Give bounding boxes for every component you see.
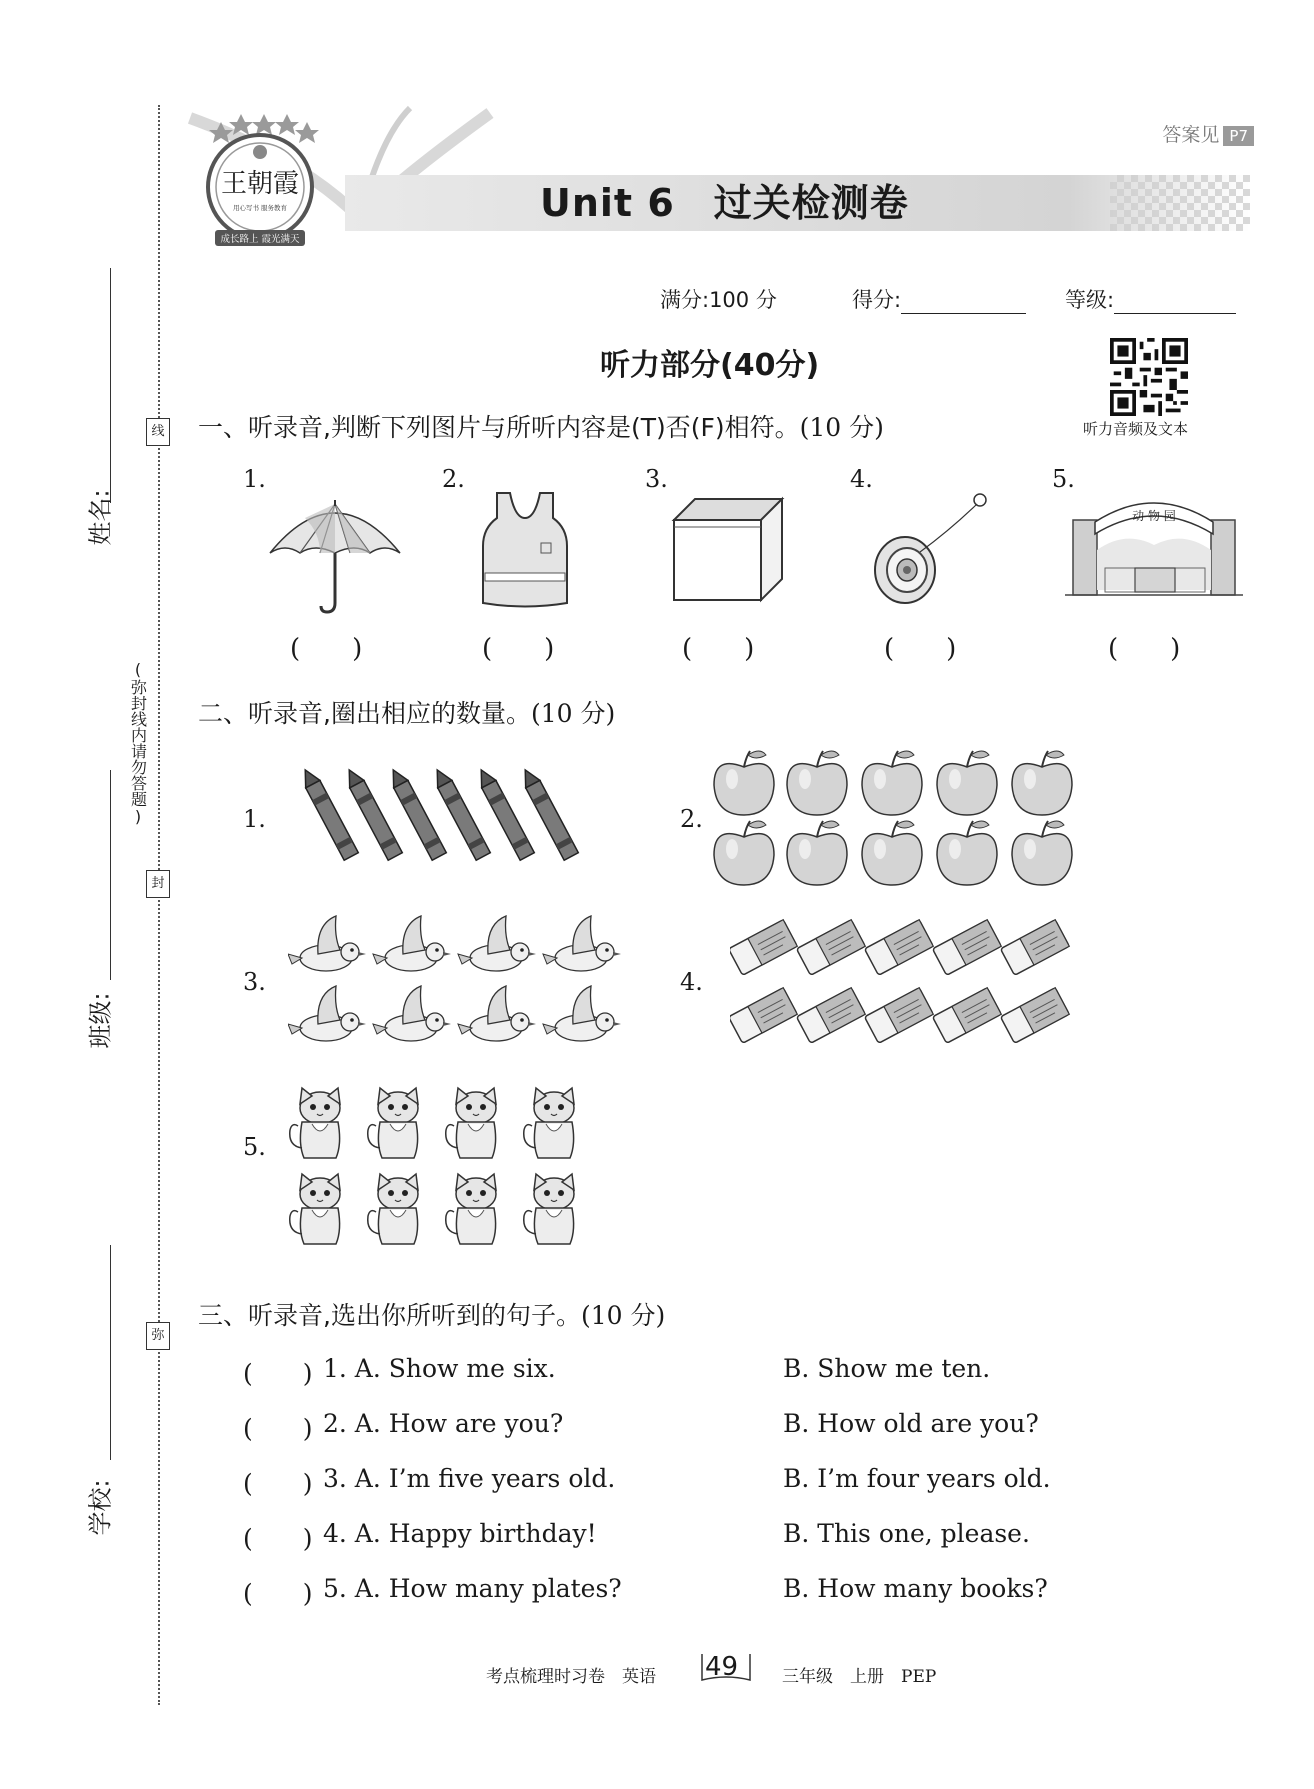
apple-icon [714, 751, 774, 815]
bird-icon [543, 986, 621, 1041]
footer-book-icon [700, 1650, 752, 1684]
s3-option-b-1: B. Show me ten. [783, 1354, 991, 1383]
bird-icon [288, 986, 366, 1041]
s1-item-4-number: 4. [850, 465, 873, 493]
school-underline [110, 1245, 111, 1460]
zoo-gate-icon [1065, 490, 1243, 608]
s1-answer-4[interactable]: ( ) [884, 634, 957, 664]
binding-dotted-line [158, 105, 160, 1705]
s3-option-a-5: 5. A. How many plates? [323, 1574, 622, 1603]
binding-warning-text: (弥封线内请勿答题) [128, 660, 148, 826]
cut-secret-marker: 弥 [146, 1322, 170, 1350]
answer-reference [1162, 120, 1254, 147]
eraser-icon [864, 920, 933, 976]
title-checker-pattern [1110, 175, 1250, 231]
box-icon [670, 495, 785, 605]
section3-heading [198, 1296, 665, 1332]
section1-points: (10 分) [799, 413, 884, 442]
bird-icon [458, 916, 536, 971]
s3-option-b-5: B. How many books? [783, 1574, 1048, 1603]
qr-code-icon[interactable] [1110, 338, 1188, 416]
s3-answer-1[interactable]: ( ) [243, 1359, 313, 1388]
s2-item-1-number: 1. [243, 805, 266, 833]
eraser-icon [796, 988, 865, 1044]
section1-heading [198, 408, 884, 444]
s3-answer-4[interactable]: ( ) [243, 1524, 313, 1553]
s1-answer-3[interactable]: ( ) [682, 634, 755, 664]
s3-option-b-3: B. I’m four years old. [783, 1464, 1051, 1493]
answer-ref-label: 答案见 [1162, 124, 1220, 146]
bird-icon [458, 986, 536, 1041]
eraser-icon [1000, 920, 1069, 976]
vest-icon [475, 488, 575, 613]
footer-grade: 三年级 上册 PEP [782, 1667, 937, 1687]
s3-option-a-2: 2. A. How are you? [323, 1409, 564, 1438]
class-label: 班级: [86, 992, 115, 1049]
cat-icon [368, 1174, 418, 1244]
eraser-group [730, 915, 1075, 1055]
s3-option-b-2: B. How old are you? [783, 1409, 1039, 1438]
eraser-icon [864, 988, 933, 1044]
binding-warning [126, 660, 150, 826]
brand-logo [195, 112, 325, 252]
umbrella-icon [265, 498, 405, 616]
apple-icon [1012, 821, 1072, 885]
bird-icon [373, 986, 451, 1041]
s1-answer-1[interactable]: ( ) [290, 634, 363, 664]
s3-answer-3[interactable]: ( ) [243, 1469, 313, 1498]
s1-answer-2[interactable]: ( ) [482, 634, 555, 664]
eraser-icon [932, 988, 1001, 1044]
s1-item-3-number: 3. [645, 465, 668, 493]
bird-group [288, 912, 633, 1052]
s3-option-a-1: 1. A. Show me six. [323, 1354, 556, 1383]
page-title: Unit 6 过关检测卷 [540, 181, 909, 225]
apple-group [712, 745, 1082, 890]
level-blank[interactable] [1114, 289, 1236, 314]
section2-heading-text: 二、听录音,圈出相应的数量。 [198, 699, 531, 728]
section1-heading-text: 一、听录音,判断下列图片与所听内容是(T)否(F)相符。 [198, 413, 800, 442]
s2-item-2-number: 2. [680, 805, 703, 833]
eraser-icon [730, 988, 797, 1044]
cut-line-marker: 线 [146, 418, 170, 446]
cat-icon [368, 1088, 418, 1158]
level-field[interactable] [1065, 284, 1236, 314]
bird-icon [543, 916, 621, 971]
s2-item-3-number: 3. [243, 968, 266, 996]
apple-icon [1012, 751, 1072, 815]
s3-option-a-4: 4. A. Happy birthday! [323, 1519, 597, 1548]
score-field[interactable] [852, 284, 1026, 314]
apple-icon [787, 821, 847, 885]
footer-book: 考点梳理时习卷 英语 [486, 1667, 656, 1687]
cat-icon [446, 1088, 496, 1158]
apple-icon [937, 751, 997, 815]
s3-answer-2[interactable]: ( ) [243, 1414, 313, 1443]
bird-icon [288, 916, 366, 971]
s3-option-b-4: B. This one, please. [783, 1519, 1030, 1548]
score-blank[interactable] [901, 289, 1026, 314]
cat-icon [290, 1174, 340, 1244]
yoyo-icon [865, 490, 995, 610]
school-label: 学校: [86, 1479, 115, 1536]
brand-slogan: 成长路上 霞光满天 [220, 234, 300, 245]
cat-icon [524, 1088, 574, 1158]
s2-item-5-number: 5. [243, 1133, 266, 1161]
cut-seal-marker: 封 [146, 870, 170, 898]
s1-item-2-number: 2. [442, 465, 465, 493]
zoo-sign-text: 动 物 园 [1132, 509, 1176, 523]
bird-icon [373, 916, 451, 971]
cat-icon [290, 1088, 340, 1158]
class-underline [110, 770, 111, 980]
answer-ref-page: P7 [1223, 126, 1254, 146]
qr-caption: 听力音频及文本 [1083, 420, 1189, 438]
s1-item-1-number: 1. [243, 465, 266, 493]
level-label: 等级: [1065, 288, 1115, 312]
crayon-group [295, 765, 580, 865]
eraser-icon [730, 920, 797, 976]
section3-points: (10 分) [580, 1301, 666, 1330]
section2-heading [198, 694, 615, 730]
apple-icon [714, 821, 774, 885]
apple-icon [937, 821, 997, 885]
full-score: 满分:100 分 [660, 288, 777, 312]
apple-icon [787, 751, 847, 815]
s3-option-a-3: 3. A. I’m five years old. [323, 1464, 616, 1493]
cat-icon [446, 1174, 496, 1244]
s3-answer-5[interactable]: ( ) [243, 1579, 313, 1608]
section3-heading-text: 三、听录音,选出你所听到的句子。 [198, 1301, 581, 1330]
footer-page-number: 49 [705, 1652, 739, 1682]
s1-item-5-number: 5. [1052, 465, 1075, 493]
name-label: 姓名: [86, 489, 115, 546]
apple-icon [862, 751, 922, 815]
eraser-icon [932, 920, 1001, 976]
s2-item-4-number: 4. [680, 968, 703, 996]
name-underline [110, 268, 111, 503]
brand-motto: 用心写书 服务教育 [232, 204, 288, 212]
s1-answer-5[interactable]: ( ) [1108, 634, 1181, 664]
listening-part-title: 听力部分(40分) [600, 348, 820, 383]
brand-name: 王朝霞 [220, 169, 300, 199]
cat-icon [524, 1174, 574, 1244]
cat-group [288, 1080, 598, 1250]
section2-points: (10 分) [530, 699, 616, 728]
eraser-icon [1000, 988, 1069, 1044]
eraser-icon [796, 920, 865, 976]
apple-icon [862, 821, 922, 885]
score-label: 得分: [852, 288, 902, 312]
